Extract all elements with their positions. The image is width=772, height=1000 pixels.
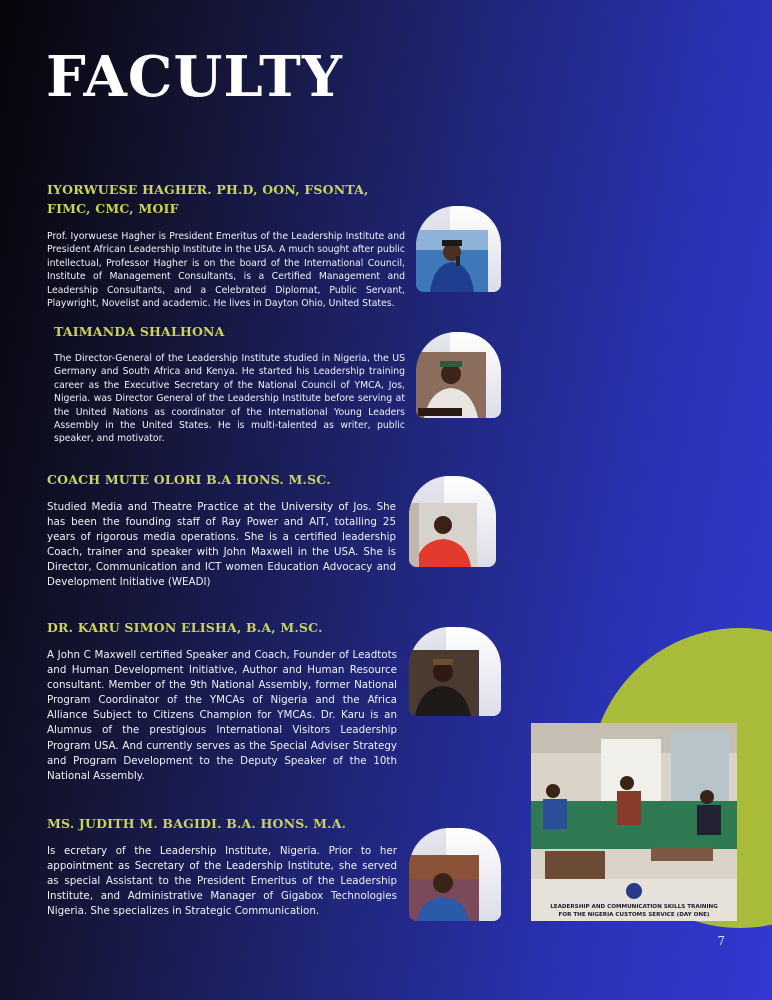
portrait-image	[409, 650, 479, 716]
faculty-name-line: IYORWUESE HAGHER. PH.D, OON, FSONTA,	[47, 182, 369, 197]
faculty-name-line: FIMC, CMC, MOIF	[47, 201, 179, 216]
faculty-photo	[416, 206, 501, 292]
faculty-member	[47, 470, 396, 591]
faculty-bio: Prof. Iyorwuese Hagher is President Emeritus of the Leadership Institute and President African Leadership Institute in the USA. A much sought after public intellectual, Professor Hagher is on the board of the International Council, Institute of Management Consultants, is a Certified Management and Leadership Consultants, and a Celebrated Diplomat, Public Servant, Playwright, Novelist and academic. He lives in Dayton Ohio, United States.	[47, 231, 405, 310]
faculty-member	[54, 322, 405, 446]
group-photo-image	[531, 723, 737, 921]
faculty-photo	[416, 332, 501, 418]
page-number: 7	[717, 934, 725, 948]
faculty-photo	[409, 476, 496, 567]
group-photo-caption-line: FOR THE NIGERIA CUSTOMS SERVICE (DAY ONE)	[558, 912, 710, 918]
page-title: FACULTY	[46, 44, 343, 110]
group-training-photo	[531, 723, 737, 921]
portrait-image	[416, 352, 486, 418]
faculty-member	[47, 618, 397, 784]
faculty-photo	[409, 627, 501, 716]
faculty-bio: Is ecretary of the Leadership Institute, Nigeria. Prior to her appointment as Secretary of the Leadership Institute, she served as special Assistant to the President Emeritus of the Leadership Institute, and Administrative Manager of Gigabox Technologies Nigeria. She specializes in Strategic Communication.	[47, 845, 397, 918]
faculty-name	[47, 618, 397, 637]
portrait-image	[416, 230, 488, 292]
faculty-name	[47, 470, 396, 489]
faculty-name	[54, 322, 405, 341]
portrait-image	[409, 503, 477, 567]
group-photo-caption-line: LEADERSHIP AND COMMUNICATION SKILLS TRAINING	[550, 904, 718, 910]
faculty-photo	[409, 828, 501, 921]
faculty-bio: A John C Maxwell certified Speaker and Coach, Founder of Leadtots and Human Development Initiative, Author and Human Resource consultant. Member of the 9th National Assembly, former National Program Coordinator of the YMCAs of Nigeria and the Africa Alliance Subject to Citizens Champion for YMCAs. Dr. Karu is an Alumnus of the prestigious International Visitors Leadership Program USA. And currently serves as the Special Adviser Strategy and Program Development to the Deputy Speaker of the 10th National Assembly.	[47, 649, 397, 782]
faculty-name-line: COACH MUTE OLORI B.A HONS. M.SC.	[47, 472, 331, 487]
faculty-bio: Studied Media and Theatre Practice at the University of Jos. She has been the founding staff of Ray Power and AIT, totalling 25 years of rigorous media operations. She is a certified leadership Coach, trainer and speaker with John Maxwell in the USA. She is Director, Communication and ICT women Education Advocacy and Development Initiative (WEADI)	[47, 501, 396, 589]
portrait-image	[409, 855, 479, 921]
faculty-member	[47, 814, 397, 919]
faculty-name-line: MS. JUDITH M. BAGIDI. B.A. HONS. M.A.	[47, 816, 347, 831]
faculty-member	[47, 180, 405, 310]
faculty-name-line: TAIMANDA SHALHONA	[54, 324, 225, 339]
faculty-bio: The Director-General of the Leadership Institute studied in Nigeria, the US Germany and South Africa and Kenya. He started his Leadership training career as the Executive Secretary of the National Council of YMCA, Jos, Nigeria. was Director General of the Leadership Institute before serving at the United Nations as coordinator of the International Young Leaders Assembly in the United States. He is multi-talented as writer, public speaker, and motivator.	[54, 353, 405, 445]
faculty-name	[47, 180, 405, 218]
faculty-name-line: DR. KARU SIMON ELISHA, B.A, M.SC.	[47, 620, 323, 635]
faculty-name	[47, 814, 397, 833]
